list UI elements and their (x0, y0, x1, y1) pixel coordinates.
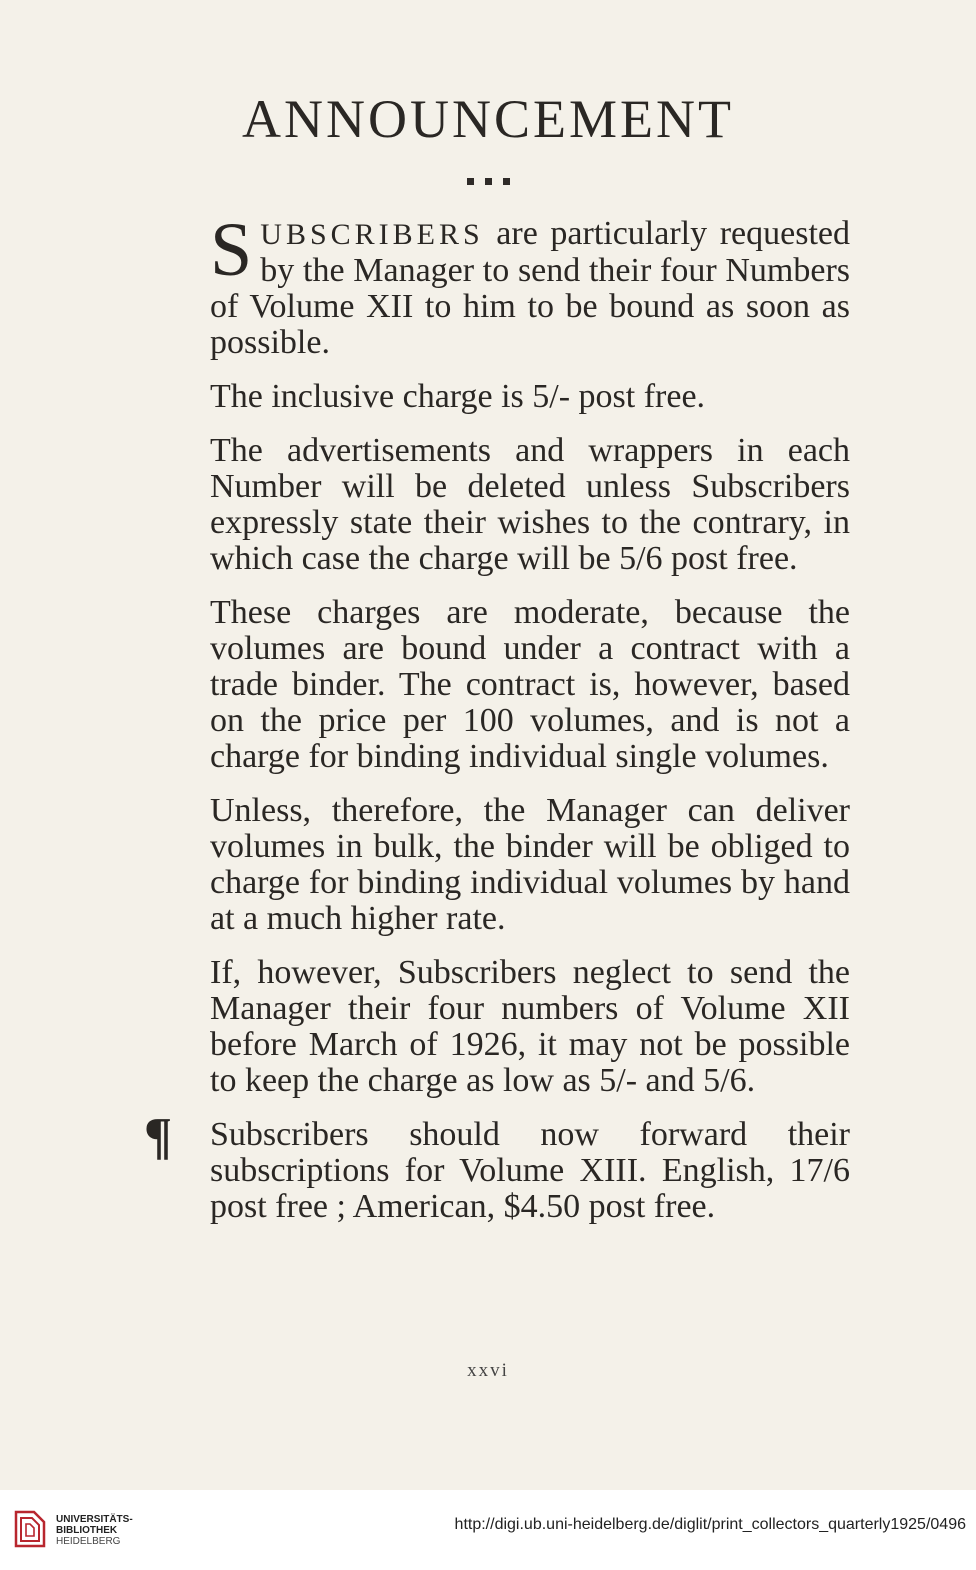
paragraph-2: The inclusive charge is 5/- post free. (210, 378, 706, 415)
page-title: ANNOUNCEMENT (242, 89, 734, 149)
small-caps-word: UBSCRIBERS (260, 218, 484, 251)
ornament-divider (0, 178, 976, 185)
paragraph-6: If, however, Subscribers neglect to send the Manager their four numbers of Volume XII before March of 1926, it may not be possible to keep the charge as low as 5/- and 5/6. (210, 954, 850, 1099)
paragraph-7 (144, 1108, 850, 1225)
announcement-body (144, 208, 850, 1243)
source-url-link[interactable]: http://digi.ub.uni-heidelberg.de/diglit/print_collectors_quarterly1925/0496 (454, 1516, 966, 1533)
library-name-line3: HEIDELBERG (56, 1536, 121, 1547)
ornament-square (485, 178, 492, 185)
ornament-square (467, 178, 474, 185)
ornament-square (503, 178, 510, 185)
library-name (56, 1514, 133, 1547)
paragraph-3: The advertisements and wrappers in each Number will be deleted unless Subscribers expressly state their wishes to the contrary, in which case the charge will be 5/6 post free. (210, 432, 850, 577)
library-name-line1: UNIVERSITÄTS- (56, 1514, 133, 1525)
library-logo-icon (12, 1508, 48, 1550)
paragraph-1-text: are particularly requested by the Manager to send their four Numbers of Volume XII to him to be bound as soon as possible. (210, 215, 850, 361)
paragraph-4: These charges are moderate, because the volumes are bound under a contract with a trade binder. The contract is, however, based on the price per 100 volumes, and is not a charge for binding individual single volumes. (210, 594, 850, 775)
pilcrow-mark: ¶ (144, 1108, 173, 1165)
paragraph-7-text: Subscribers should now forward their subscriptions for Volume XIII. English, 17/6 post free ; American, $4.50 post free. (210, 1116, 850, 1225)
page-number: xxvi (467, 1360, 509, 1381)
paragraph-1 (210, 208, 850, 361)
drop-cap: S (210, 208, 253, 292)
paragraph-5: Unless, therefore, the Manager can deliver volumes in bulk, the binder will be obliged to charge for binding individual volumes by hand at a much higher rate. (210, 792, 850, 937)
library-name-line2: BIBLIOTHEK (56, 1525, 118, 1536)
